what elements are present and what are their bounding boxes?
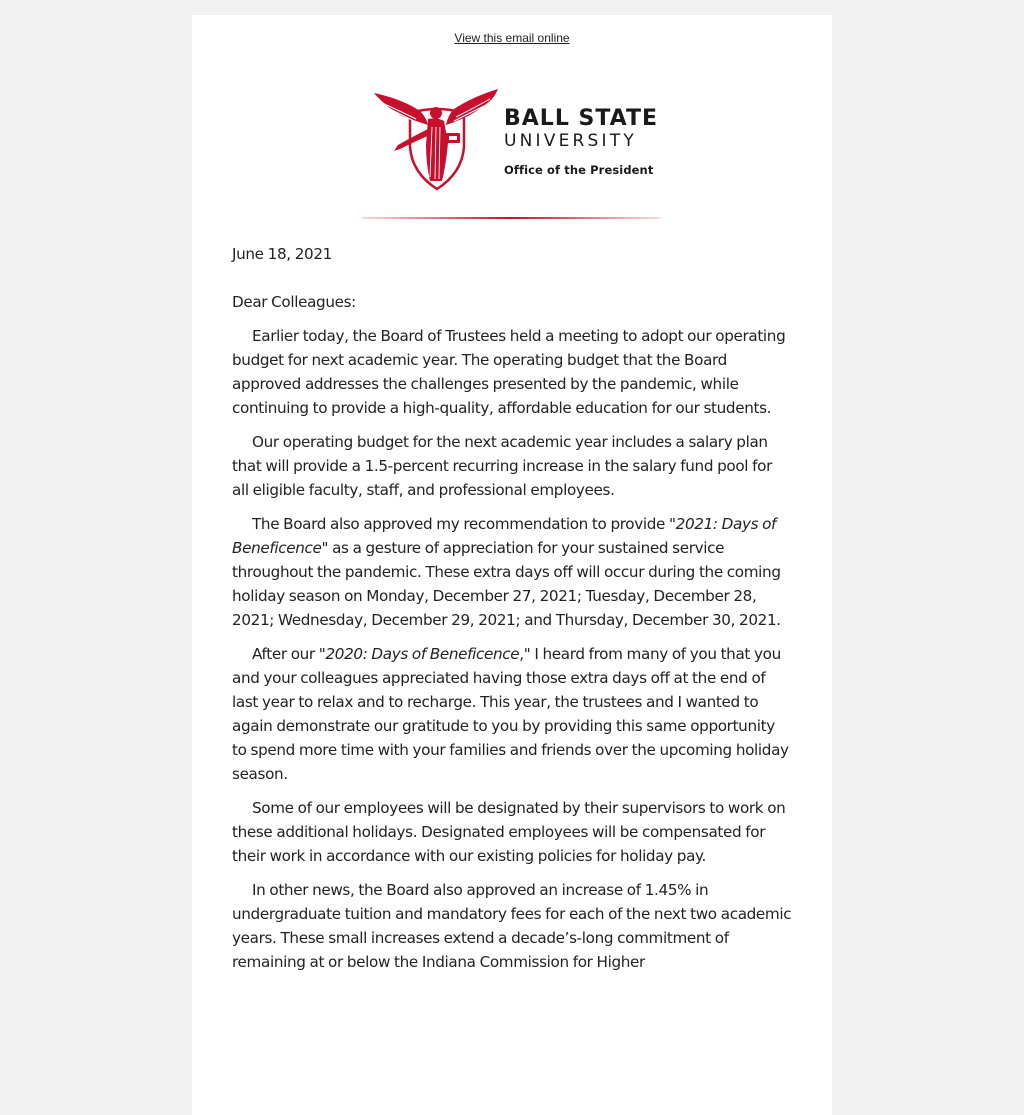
wordmark <box>504 107 658 177</box>
p3-text-before: The Board also approved my recommendation to provide " <box>252 515 676 533</box>
cardinal-emblem-icon <box>372 85 502 195</box>
paragraph-days-of-beneficence-2021 <box>232 512 792 632</box>
paragraph-days-of-beneficence-2020 <box>232 642 792 786</box>
paragraph-designated-employees: Some of our employees will be designated by their supervisors to work on these additional holidays. Designated employees will be compensated for their work in accordance with our existing policies for holiday pay. <box>232 799 786 865</box>
wordmark-ball-state: BALL STATE <box>504 106 658 131</box>
email-card <box>192 15 832 1115</box>
wordmark-university: UNIVERSITY <box>504 131 637 151</box>
p3-text-after: " as a gesture of appreciation for your sustained service throughout the pandemic. These extra days off will occur during the coming holiday season on Monday, December 27, 2021; Tuesday, December 28, 2021; Wednesday, December 29, 2021; and Thursday, December 30, 2021. <box>232 539 781 629</box>
letter-salutation: Dear Colleagues: <box>232 293 356 311</box>
p3-italic-title: 2021: Days of Beneficence <box>232 515 777 557</box>
wordmark-office: Office of the President <box>504 163 654 177</box>
paragraph-budget: Earlier today, the Board of Trustees held a meeting to adopt our operating budget for next academic year. The operating budget that the Board approved addresses the challenges presented by the pandemic, while continuing to provide a high-quality, affordable education for our students. <box>232 327 786 417</box>
letter-body <box>232 242 792 984</box>
letter-date: June 18, 2021 <box>232 245 332 263</box>
header-divider <box>362 217 660 219</box>
paragraph-salary: Our operating budget for the next academic year includes a salary plan that will provide a 1.5-percent recurring increase in the salary fund pool for all eligible faculty, staff, and professional employees. <box>232 433 772 499</box>
p4-text-before: After our " <box>252 645 326 663</box>
p4-text-after: ," I heard from many of you that you and your colleagues appreciated having those extra days off at the end of last year to relax and to recharge. This year, the trustees and I wanted to again demonstrate our gratitude to you by providing this same opportunity to spend more time with your families and friends over the upcoming holiday season. <box>232 645 789 783</box>
university-logo <box>372 85 662 195</box>
paragraph-tuition: In other news, the Board also approved an increase of 1.45% in undergraduate tuition and mandatory fees for each of the next two academic years. These small increases extend a decade’s-long commitment of remaining at or below the Indiana Commission for Higher <box>232 881 792 971</box>
p4-italic-title: 2020: Days of Beneficence <box>325 645 520 663</box>
view-online-link[interactable]: View this email online <box>454 31 570 45</box>
